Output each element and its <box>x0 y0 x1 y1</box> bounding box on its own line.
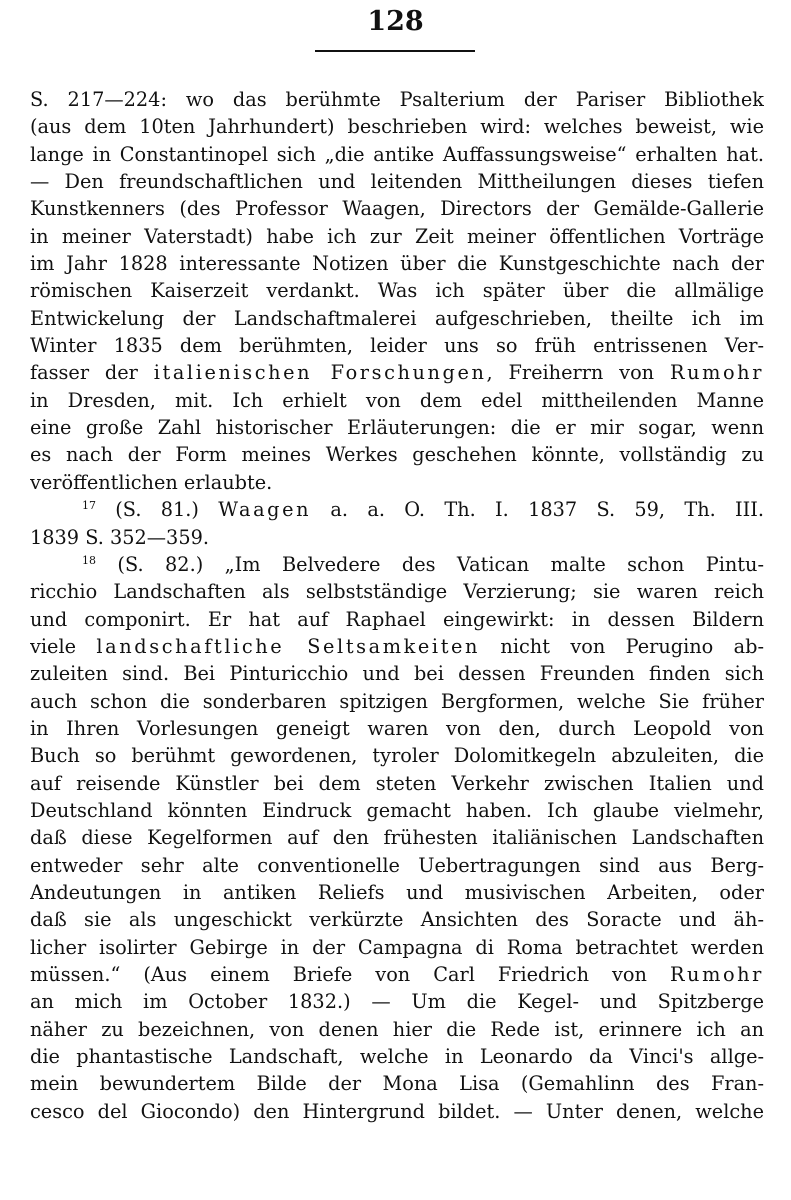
text-line: — Den freundschaftlichen und leitenden Mittheilungen dieses tiefen <box>30 170 764 194</box>
text-line: an mich im October 1832.) — Um die Kegel- und Spitzberge <box>30 990 764 1014</box>
text-line: Kunstkenners (des Professor Waagen, Directors der Gemälde-Gallerie <box>30 197 764 221</box>
spaced-name: Rumohr <box>669 963 764 986</box>
text-line: veröffentlichen erlaubte. <box>30 470 273 494</box>
text-line: auch schon die sonderbaren spitzigen Bergformen, welche Sie früher <box>30 689 764 713</box>
footnote-number: 17 <box>82 499 96 513</box>
text-line: fasser der italienischen Forschungen, Freiherrn von Rumohr <box>30 361 764 385</box>
text-line: in Dresden, mit. Ich erhielt von dem edel mittheilenden Manne <box>30 388 764 412</box>
text-line: S. 217—224: wo das berühmte Psalterium der Pariser Bibliothek <box>30 88 764 111</box>
text-line: auf reisende Künstler bei dem steten Verkehr zwischen Italien und <box>30 771 764 795</box>
text-line: cesco del Giocondo) den Hintergrund bildet. — Unter denen, welche <box>30 1099 764 1123</box>
footnote-line: $^{18}$ (S. 82.) „Im Belvedere des Vatican malte schon Pintu- <box>82 552 764 576</box>
text-line: müssen.“ (Aus einem Briefe von Carl Friedrich von Rumohr <box>30 963 764 986</box>
text-line: mein bewundertem Bilde der Mona Lisa (Gemahlinn des Fran- <box>30 1072 764 1096</box>
body-text <box>30 86 764 1125</box>
text-line: es nach der Form meines Werkes geschehen könnte, vollständig zu <box>30 443 764 467</box>
spaced-phrase: landschaftliche Seltsamkeiten <box>96 634 481 658</box>
text-line: (aus dem 10ten Jahrhundert) beschrieben wird: welches beweist, wie <box>30 115 764 139</box>
spaced-name: Waagen <box>218 498 312 522</box>
text-line: Buch so berühmt gewordenen, tyroler Dolomitkegeln abzuleiten, die <box>30 744 764 768</box>
text-line: und componirt. Er hat auf Raphael eingewirkt: in dessen Bildern <box>30 607 764 631</box>
text-line: Winter 1835 dem berühmten, leider uns so früh entrissenen Ver- <box>30 334 764 358</box>
text-line: licher isolirter Gebirge in der Campagna di Roma betrachtet werden <box>30 935 764 959</box>
text-line: eine große Zahl historischer Erläuterungen: die er mir sogar, wenn <box>30 416 764 440</box>
text-line: Andeutungen in antiken Reliefs und musivischen Arbeiten, oder <box>30 880 764 904</box>
text-line: die phantastische Landschaft, welche in Leonardo da Vinci's allge- <box>30 1045 764 1069</box>
footnote-number: 18 <box>82 553 96 567</box>
text-line: in Ihren Vorlesungen geneigt waren von den, durch Leopold von <box>30 716 764 740</box>
spaced-name: Rumohr <box>669 361 764 385</box>
text-line: römischen Kaiserzeit verdankt. Was ich später über die allmälige <box>30 279 764 303</box>
text-line: näher zu bezeichnen, von denen hier die Rede ist, erinnere ich an <box>30 1017 764 1041</box>
text-line: Entwickelung der Landschaftmalerei aufgeschrieben, theilte ich im <box>30 306 764 330</box>
footnote-line: $^{17}$ (S. 81.) Waagen a. a. O. Th. I. 1837 S. 59, Th. III. <box>82 498 764 522</box>
text-line: daß sie als ungeschickt verkürzte Ansichten des Soracte und äh- <box>30 908 764 932</box>
text-line: viele landschaftliche Seltsamkeiten nicht von Perugino ab- <box>30 634 764 658</box>
text-line: im Jahr 1828 interessante Notizen über die Kunstgeschichte nach der <box>30 252 764 276</box>
text-line: entweder sehr alte conventionelle Uebertragungen sind aus Berg- <box>30 853 764 877</box>
text-line: Deutschland könnten Eindruck gemacht haben. Ich glaube vielmehr, <box>30 798 764 822</box>
text-line: daß diese Kegelformen auf den frühesten italiänischen Landschaften <box>30 826 764 850</box>
header-rule <box>315 50 475 52</box>
text-line: in meiner Vaterstadt) habe ich zur Zeit meiner öffentlichen Vorträge <box>30 224 764 248</box>
spaced-title: italienischen Forschungen <box>153 361 487 385</box>
text-line: zuleiten sind. Bei Pinturicchio und bei dessen Freunden finden sich <box>30 662 764 686</box>
text-line: lange in Constantinopel sich „die antike Auffassungsweise“ erhalten hat. <box>30 142 764 166</box>
footnote-line: 1839 S. 352—359. <box>30 525 209 549</box>
page-number: 128 <box>367 6 424 37</box>
text-line: ricchio Landschaften als selbstständige Verzierung; sie waren reich <box>30 580 764 604</box>
